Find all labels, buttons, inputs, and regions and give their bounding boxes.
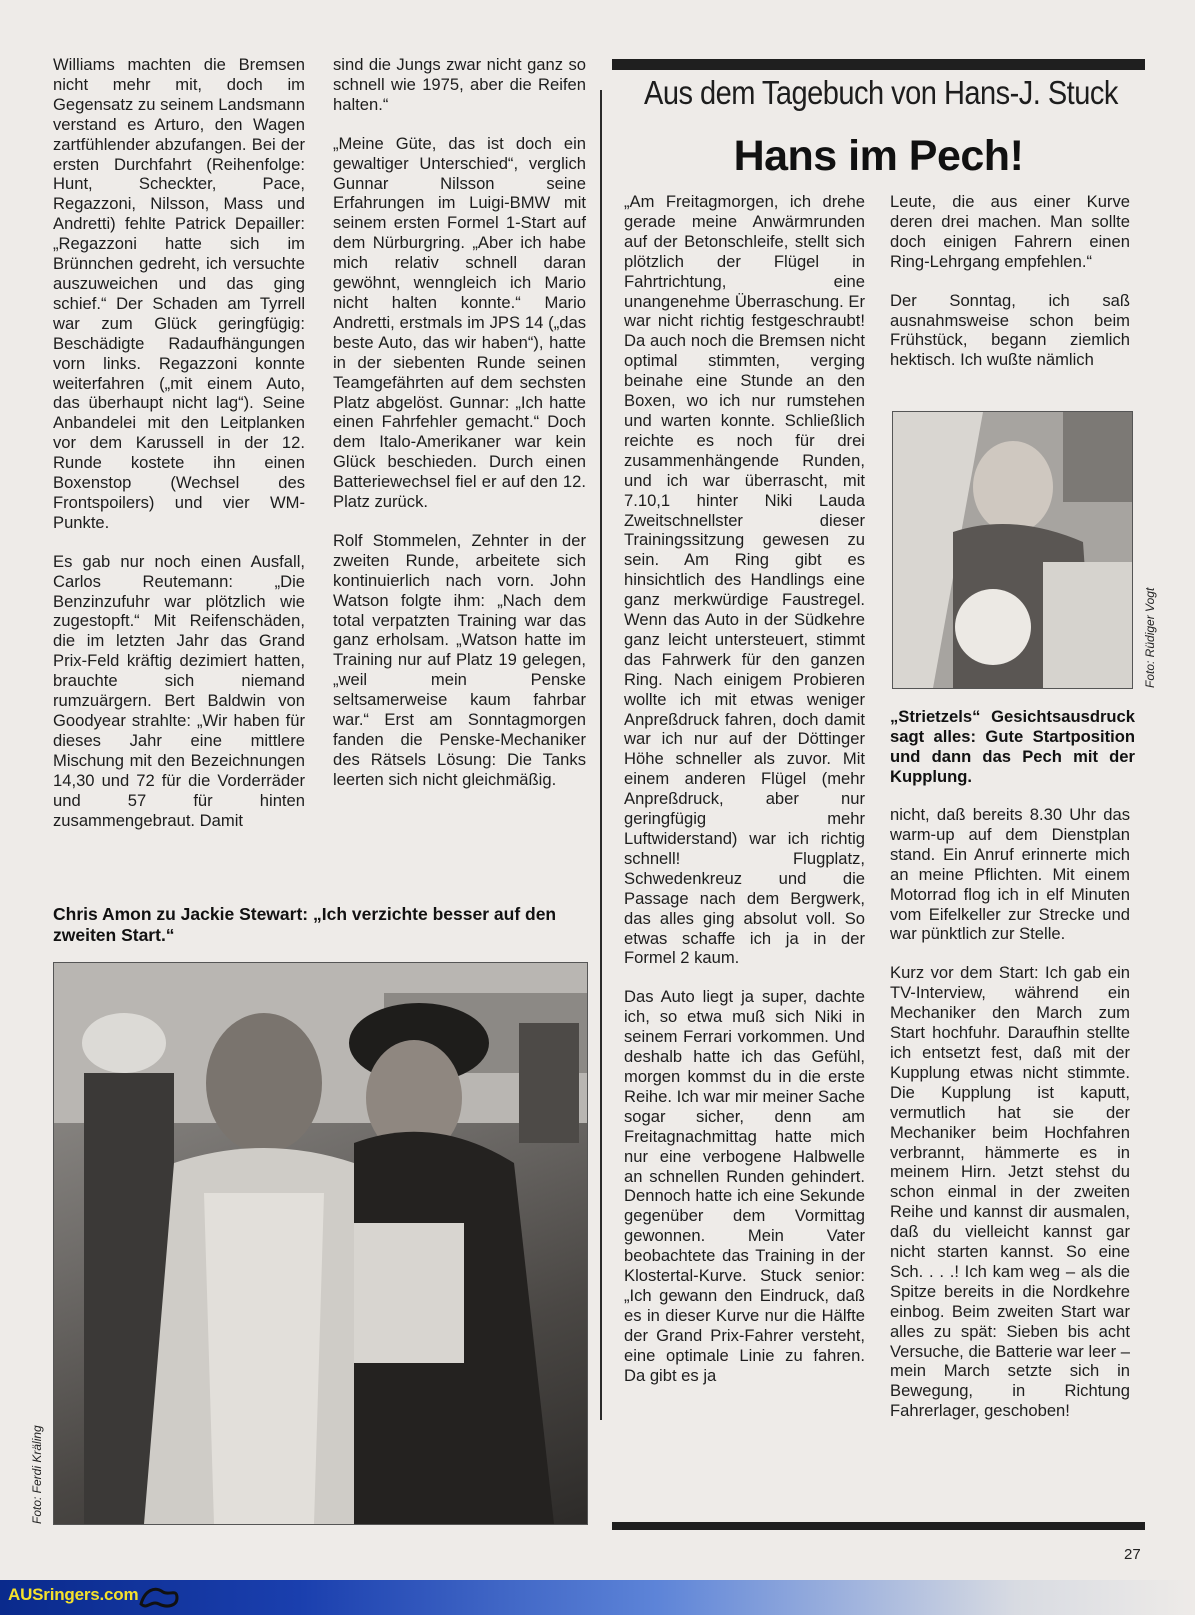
photo-illustration xyxy=(54,963,587,1524)
paragraph: Leute, die aus einer Kurve deren drei machen. Man sollte doch einigen Fahrern einen Ring-Lehrgang empfehlen.“ xyxy=(890,192,1130,271)
photo-stuck-in-car xyxy=(892,411,1133,689)
photo-illustration xyxy=(893,412,1132,688)
sidebar-kicker: Aus dem Tagebuch von Hans-J. Stuck xyxy=(643,74,1118,111)
column-divider xyxy=(600,90,602,1420)
paragraph: Kurz vor dem Start: Ich gab ein TV-Interview, während ein Mechaniker den March zum Start hochfuhr. Daraufhin stellte ich entsetzt fest, daß mit der Kupplung etwas nicht stimmte. Die Kupplung ist kaputt, vermutlich hat sie der Mechaniker beim Hochfahren verbrannt, hämmerte es in meinem Hirn. Jetzt stehst du schon einmal in der zweiten Reihe und kannst dir ausmalen, daß du vielleicht kannst gar nicht starten kannst. So eine Sch. . . .! Ich kam weg – als die Spitze bereits in die Nordkehre einbog. Beim zweiten Start war alles zu spät: Sieben bis acht Versuche, die Batterie war leer – mein March setzte sich in Bewegung, in Richtung Fahrerlager, geschoben! xyxy=(890,963,1130,1421)
paragraph: Es gab nur noch einen Ausfall, Carlos Reutemann: „Die Benzinzufuhr war plötzlich wie zugestopft.“ Mit Reifenschäden, die im letzten Jahr das Grand Prix-Feld kräftig dezimiert hatten, brauchte sich niemand rumzuärgern. Bert Baldwin von Goodyear strahlte: „Wir haben für dieses Jahr eine mittlere Mischung mit den Bezeichnungen 14,30 und 72 für die Vorderräder und 57 für hinten zusammengebraut. Damit xyxy=(53,551,305,830)
track-outline-icon xyxy=(137,1582,181,1612)
sidebar-column-2-top xyxy=(890,192,1130,370)
sidebar-column-1 xyxy=(624,192,865,1385)
paragraph: nicht, daß bereits 8.30 Uhr das warm-up auf dem Dienstplan stand. Ein Anruf erinnerte mich an meine Pflichten. Mit einem Motorrad flog ich in elf Minuten vom Eifelkeller zur Strecke und war pünktlich zur Stelle. xyxy=(890,805,1130,944)
paragraph: Williams machten die Bremsen nicht mehr mit, doch im Gegensatz zu seinem Landsmann verstand es Arturo, den Wagen zartfühlender abzufangen. Bei der ersten Durchfahrt (Reihenfolge: Hunt, Scheckter, Pace, Regazzoni, Nilsson, Mass und Andretti) fehlte Patrick Depailler: „Regazzoni hatte sich im Brünnchen gedreht, ich versuchte auszuweichen und das ging schief.“ Der Schaden am Tyrrell war zum Glück geringfügig: Beschädigte Radaufhängungen vorn links. Regazzoni konnte weiterfahren („mit einem Auto, das überhaupt nicht lag“). Seine Anbandelei mit den Leitplanken vor dem Karussell in der 12. Runde kostete ihn einen Boxenstop (Wechsel des Frontspoilers) und vier WM-Punkte. xyxy=(53,55,305,532)
photo-amon-stewart xyxy=(53,962,588,1525)
photo-credit-vogt: Foto: Rüdiger Vogt xyxy=(1143,587,1157,688)
paragraph: Rolf Stommelen, Zehnter in der zweiten Runde, arbeitete sich kontinuierlich nach vorn. John Watson folgte ihm: „Nach dem total verpatzten Training war das ganz erholsam. „Watson hatte im Training nur auf Platz 19 gelegen, „weil mein Penske seltsamerweise kaum fahrbar war.“ Erst am Sonntagmorgen fanden die Penske-Mechaniker des Rätsels Lösung: Die Tanks leerten sich nicht gleichmäßig. xyxy=(333,530,586,789)
site-watermark[interactable]: AUSringers.com xyxy=(8,1585,139,1604)
photo-caption-stuck: „Strietzels“ Gesichtsausdruck sagt alles: Gute Startposition und dann das Pech mit der Kupplung. xyxy=(890,707,1135,786)
page-number: 27 xyxy=(1124,1546,1141,1563)
paragraph: Das Auto liegt ja super, dachte ich, so etwa muß sich Niki in seinem Ferrari vorkommen. Und deshalb hatte ich das Gefühl, morgen kommst du in die erste Reihe. Ich war mir meiner Sache sogar sicher, denn am Freitagnachmittag hatte mich nur eine verbogene Halbwelle an schnellen Runden gehindert. Dennoch hatte ich eine Sekunde gegenüber dem Vormittag gewonnen. Mein Vater beobachtete das Training in der Klostertal-Kurve. Stuck senior: „Ich gewann den Eindruck, daß es in dieser Kurve nur die Hälfte der Grand Prix-Fahrer versteht, eine optimale Linie zu fahren. Da gibt es ja xyxy=(624,987,865,1385)
paragraph: „Meine Güte, das ist doch ein gewaltiger Unterschied“, verglich Gunnar Nilsson seine Erfahrungen im Luigi-BMW mit seinem ersten Formel 1-Start auf dem Nürburgring. „Aber ich habe mich relativ schnell daran gewöhnt, wenngleich ich Mario nicht halten konnte.“ Mario Andretti, erstmals im JPS 14 („das beste Auto, das wir haben“), hatte in der siebenten Runde seinen Teamgefährten auf dem sechsten Platz abgelöst. Gunnar: „Ich hatte einen Fahrfehler gemacht.“ Doch dem Italo-Amerikaner war kein Glück beschieden. Durch einen Batteriewechsel fiel er auf den 12. Platz zurück. xyxy=(333,133,586,512)
paragraph: „Am Freitagmorgen, ich drehe gerade meine Anwärmrunden auf der Betonschleife, stellt sich plötzlich der Flügel in Fahrtrichtung, eine unangenehme Überraschung. Er war nicht richtig festgeschraubt! Da auch noch die Bremsen nicht optimal stimmten, verging beinahe eine Stunde an den Boxen, wo ich nur rumstehen und warten konnte. Schließlich reichte es noch für drei zusammenhängende Runden, und ich war überrascht, mit 7.10,1 hinter Niki Lauda Zweitschnellster dieser Trainingssitzung gewesen zu sein. Am Ring gibt es hinsichtlich des Handlings eine ganz merkwürdige Faustregel. Wenn das Auto in der Südkehre ganz leicht untersteuert, stimmt das Fahrwerk für den ganzen Ring. Nach einigem Probieren wollte ich mit etwas weniger Anpreßdruck fahren, doch damit war ich nur auf der Döttinger Höhe schneller als zuvor. Mit einem anderen Flügel (mehr Anpreßdruck, aber nur geringfügig mehr Luftwiderstand) war ich richtig schnell! Flugplatz, Schwedenkreuz und die Passage nach dem Bergwerk, das alles ging absolut voll. So etwas schaffe ich ja in der Formel 2 kaum. xyxy=(624,192,865,968)
paragraph: sind die Jungs zwar nicht ganz so schnell wie 1975, aber die Reifen halten.“ xyxy=(333,55,586,114)
paragraph: Der Sonntag, ich saß ausnahmsweise schon beim Frühstück, begann ziemlich hektisch. Ich wußte nämlich xyxy=(890,290,1130,370)
photo-caption-amon-stewart: Chris Amon zu Jackie Stewart: „Ich verzichte besser auf den zweiten Start.“ xyxy=(53,904,557,945)
article-column-1 xyxy=(53,55,305,830)
photo-credit-kraling: Foto: Ferdi Kräling xyxy=(30,1425,44,1524)
sidebar-headline: Hans im Pech! xyxy=(733,132,1024,180)
sidebar-bottom-rule xyxy=(612,1522,1145,1530)
sidebar-column-2-bottom xyxy=(890,805,1130,1421)
article-column-2 xyxy=(333,55,586,790)
sidebar-top-rule xyxy=(612,59,1145,70)
